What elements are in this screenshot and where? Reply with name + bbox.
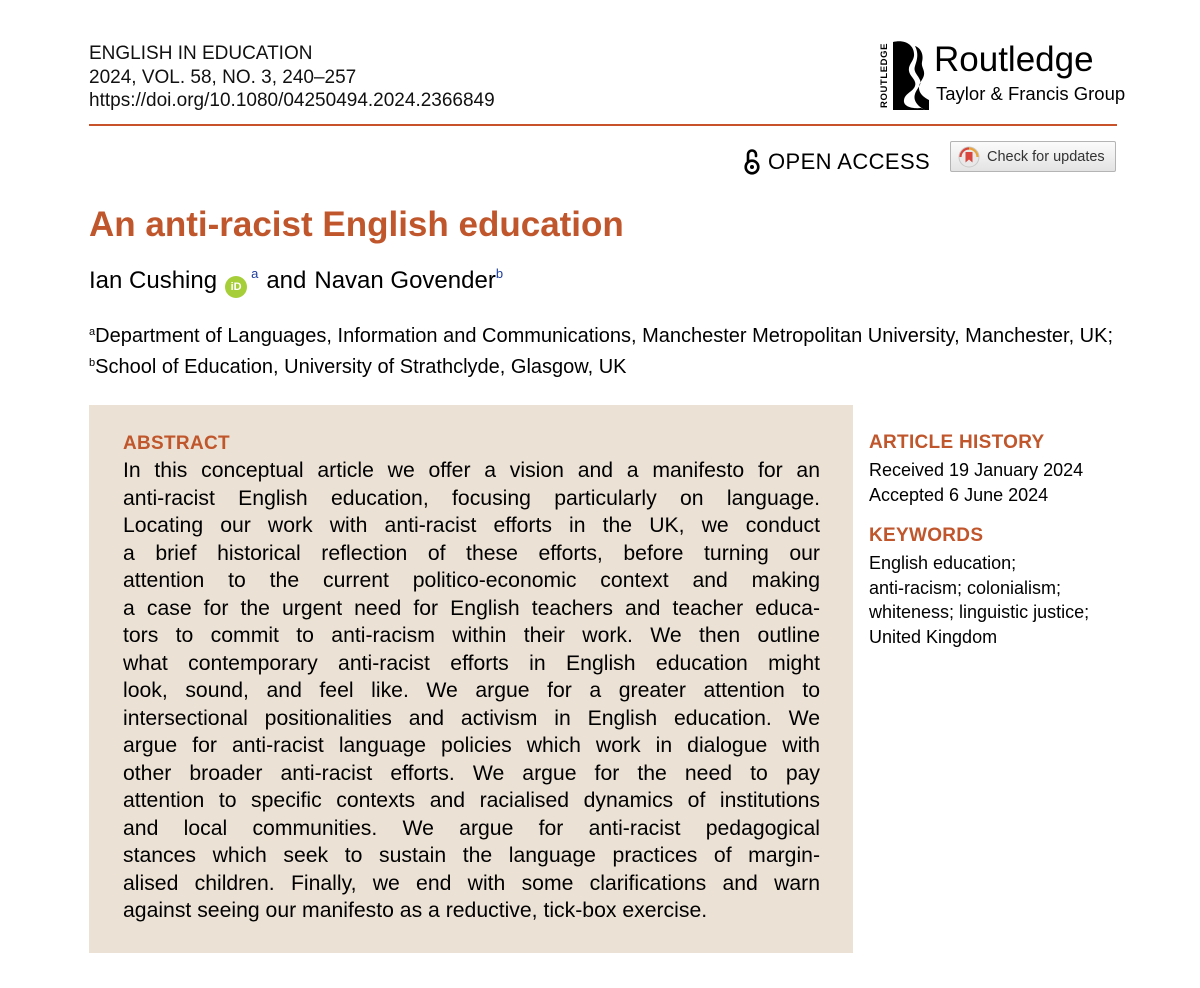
abstract-line: anti-racist English education, focusing particularly on language.	[123, 486, 820, 510]
received-date: Received 19 January 2024	[869, 460, 1084, 480]
open-access-label: OPEN ACCESS	[768, 148, 931, 174]
abstract-text	[123, 457, 820, 925]
abstract-line: a case for the urgent need for English teachers and teacher educa-	[123, 596, 820, 620]
article-doi-link[interactable]: https://doi.org/10.1080/04250494.2024.2366849	[89, 90, 495, 111]
keywords	[869, 525, 1129, 649]
abstract-line: argue for anti-racist language policies which work in dialogue with	[123, 734, 820, 757]
abstract-line: other broader anti-racist efforts. We argue for the need to pay	[123, 761, 820, 785]
orcid-icon[interactable]: iD	[225, 276, 247, 298]
author-name[interactable]: Ian Cushing	[89, 267, 218, 294]
publisher-name: Routledge	[934, 40, 1094, 79]
open-lock-icon	[744, 148, 760, 175]
author-list	[89, 267, 503, 296]
affiliation-text: School of Education, University of Strathclyde, Glasgow, UK	[95, 356, 627, 378]
keyword-line: English education;	[869, 553, 1017, 573]
abstract-line: stances which seek to sustain the language practices of margin-	[123, 844, 820, 867]
keyword-line: United Kingdom	[869, 626, 998, 647]
affiliation-marker[interactable]: b	[495, 266, 504, 281]
article-title: An anti-racist English education	[89, 205, 624, 244]
abstract-line: Locating our work with anti-racist efforts in the UK, we conduct	[123, 514, 820, 537]
journal-info	[89, 42, 495, 113]
abstract-line: against seeing our manifesto as a reductive, tick-box exercise.	[123, 899, 708, 922]
abstract-box	[89, 405, 853, 953]
abstract-line: look, sound, and feel like. We argue for a greater attention to	[123, 679, 820, 702]
routledge-heads-icon	[891, 40, 931, 110]
bookmark-badge-icon	[958, 146, 980, 168]
article-history-heading: ARTICLE HISTORY	[869, 432, 1045, 453]
abstract-line: alised children. Finally, we end with some clarifications and warn	[123, 871, 820, 895]
abstract-line: intersectional positionalities and activism in English education. We	[123, 706, 820, 730]
abstract-line: attention to the current politico-economic context and making	[123, 569, 820, 592]
routledge-vertical-label: ROUTLEDGE	[879, 42, 890, 108]
affiliation-mark: b	[89, 357, 96, 369]
affiliation-mark: a	[89, 326, 96, 338]
journal-name: ENGLISH IN EDUCATION	[89, 43, 313, 64]
keywords-heading: KEYWORDS	[869, 525, 984, 546]
open-access-badge	[744, 148, 930, 175]
check-for-updates-label: Check for updates	[987, 148, 1105, 165]
abstract-line: tors to commit to anti-racism within their work. We then outline	[123, 624, 820, 647]
check-for-updates-button[interactable]	[950, 141, 1116, 172]
affiliations	[89, 322, 1119, 384]
header-divider	[89, 124, 1117, 126]
abstract-line: In this conceptual article we offer a vision and a manifesto for an	[123, 459, 820, 482]
abstract-line: attention to specific contexts and racialised dynamics of institutions	[123, 789, 820, 812]
author-joiner: and	[266, 267, 307, 294]
publisher-group: Taylor & Francis Group	[936, 83, 1126, 104]
author-name[interactable]: Navan Govender	[314, 267, 496, 294]
abstract-line: a brief historical reflection of these efforts, before turning our	[123, 541, 820, 565]
abstract-line: and local communities. We argue for anti-racist pedagogical	[123, 816, 820, 840]
keyword-line: anti-racism; colonialism;	[869, 577, 1062, 598]
abstract-heading: ABSTRACT	[123, 433, 230, 454]
affiliation-marker[interactable]: a	[251, 266, 259, 281]
keyword-line: whiteness; linguistic justice;	[869, 602, 1090, 622]
journal-volume: 2024, VOL. 58, NO. 3, 240–257	[89, 66, 357, 88]
accepted-date: Accepted 6 June 2024	[869, 484, 1049, 505]
article-history	[869, 432, 1129, 507]
affiliation-text: Department of Languages, Information and Communications, Manchester Metropolitan University, Manchester, UK;	[95, 325, 1114, 347]
abstract-line: what contemporary anti-racist efforts in English education might	[123, 651, 820, 675]
routledge-logo[interactable]	[877, 40, 1127, 110]
